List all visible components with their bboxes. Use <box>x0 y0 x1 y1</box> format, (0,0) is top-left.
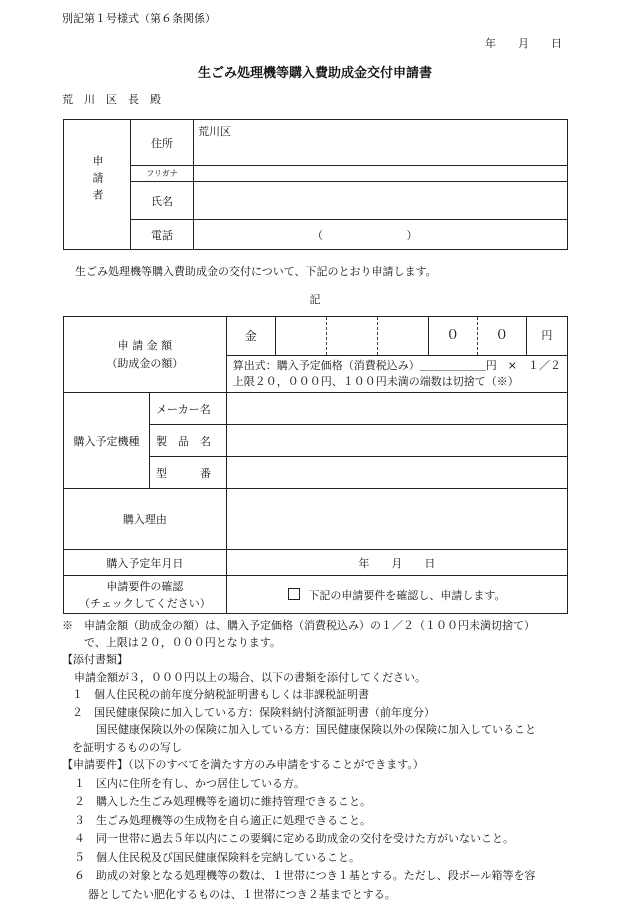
name-field[interactable] <box>194 182 568 220</box>
product-field[interactable] <box>226 425 567 457</box>
reason-label: 購入理由 <box>64 489 227 550</box>
attachments-section: 【添付書類】 申請金額が３，０００円以上の場合、以下の書類を添付してください。 １ 個人住民税の前年度分納税証明書もしくは非課税証明書 ２ 国民健康保険に加入している方：保険料納付済額証明書（前年度分） 国民健康保険以外の保険に加入している方：国民健康保険以外の保険に加入していること を証明するものの写し <box>62 651 622 756</box>
calc-formula: 算出式：購入予定価格（消費税込み）＿＿＿＿＿＿円 × １／２ 上限２０，０００円、１００円未満の端数は切捨て（※） <box>226 356 567 393</box>
requirement-item: ３ 生ごみ処理機等の生成物を自ら適正に処理できること。 <box>62 812 622 831</box>
ki-mark: 記 <box>0 291 630 307</box>
purchase-date-label: 購入予定年月日 <box>64 550 227 576</box>
yen-label: 円 <box>527 317 567 355</box>
applicant-table <box>63 119 568 250</box>
requirement-item: ５ 個人住民税及び国民健康保険料を完納していること。 <box>62 849 622 868</box>
addressee: 荒 川 区 長 殿 <box>62 91 161 107</box>
purchase-date-field[interactable]: 年 月 日 <box>226 550 567 576</box>
furigana-label: フリガナ <box>131 166 194 182</box>
requirement-item-continued: 器としてたい肥化するものは、１世帯につき２基までとする。 <box>62 886 622 904</box>
note: ※ 申請金額（助成金の額）は、購入予定価格（消費税込み）の１／２（１００円未満切捨て） で、上限は２０，０００円となります。 <box>62 617 622 651</box>
requirement-item: ４ 同一世帯に過去５年以内にこの要綱に定める助成金の交付を受けた方がいないこと。 <box>62 830 622 849</box>
amount-digit-cell[interactable] <box>378 317 429 355</box>
reason-field[interactable] <box>226 489 567 550</box>
amount-digit-cell[interactable] <box>276 317 327 355</box>
phone-field[interactable]: （ ） <box>194 220 568 250</box>
amount-digit-tens: ０ <box>429 317 478 355</box>
applicant-group-label: 申請者 <box>64 120 131 250</box>
phone-label: 電話 <box>131 220 194 250</box>
amount-digit-ones: ０ <box>478 317 527 355</box>
amount-label: 申 請 金 額 （助成金の額） <box>64 317 227 393</box>
machine-group-label: 購入予定機種 <box>64 393 150 489</box>
requirement-item: １ 区内に住所を有し、かつ居住している方。 <box>62 775 622 794</box>
amount-digit-cell[interactable] <box>327 317 378 355</box>
intro-text: 生ごみ処理機等購入費助成金の交付について、下記のとおり申請します。 <box>75 263 437 279</box>
requirements-section <box>62 756 622 904</box>
confirm-field <box>226 576 567 614</box>
model-label: 型 番 <box>149 457 226 489</box>
form-number: 別記第１号様式（第６条関係） <box>62 10 216 26</box>
name-label: 氏名 <box>131 182 194 220</box>
address-field[interactable]: 荒川区 <box>194 120 568 166</box>
requirement-item: ２ 購入した生ごみ処理機等を適切に維持管理できること。 <box>62 793 622 812</box>
amount-field[interactable] <box>226 317 567 356</box>
product-label: 製 品 名 <box>149 425 226 457</box>
page-title: 生ごみ処理機等購入費助成金交付申請書 <box>0 62 630 81</box>
furigana-field[interactable] <box>194 166 568 182</box>
confirm-text: 下記の申請要件を確認し、申請します。 <box>308 589 505 602</box>
confirm-checkbox[interactable] <box>288 588 300 600</box>
maker-field[interactable] <box>226 393 567 425</box>
kin-label: 金 <box>227 317 276 355</box>
requirement-item: ６ 助成の対象となる処理機等の数は、１世帯につき１基とする。ただし、段ボール箱等を容 <box>62 867 622 886</box>
application-table <box>63 316 568 614</box>
attachments-heading: 【添付書類】 <box>62 651 622 669</box>
maker-label: メーカー名 <box>149 393 226 425</box>
requirements-heading: 【申請要件】（以下のすべてを満たす方のみ申請をすることができます。） <box>62 756 622 775</box>
model-field[interactable] <box>226 457 567 489</box>
submission-date: 年 月 日 <box>485 35 562 51</box>
confirm-label: 申請要件の確認 （チェックしてください） <box>64 576 227 614</box>
address-label: 住所 <box>131 120 194 166</box>
